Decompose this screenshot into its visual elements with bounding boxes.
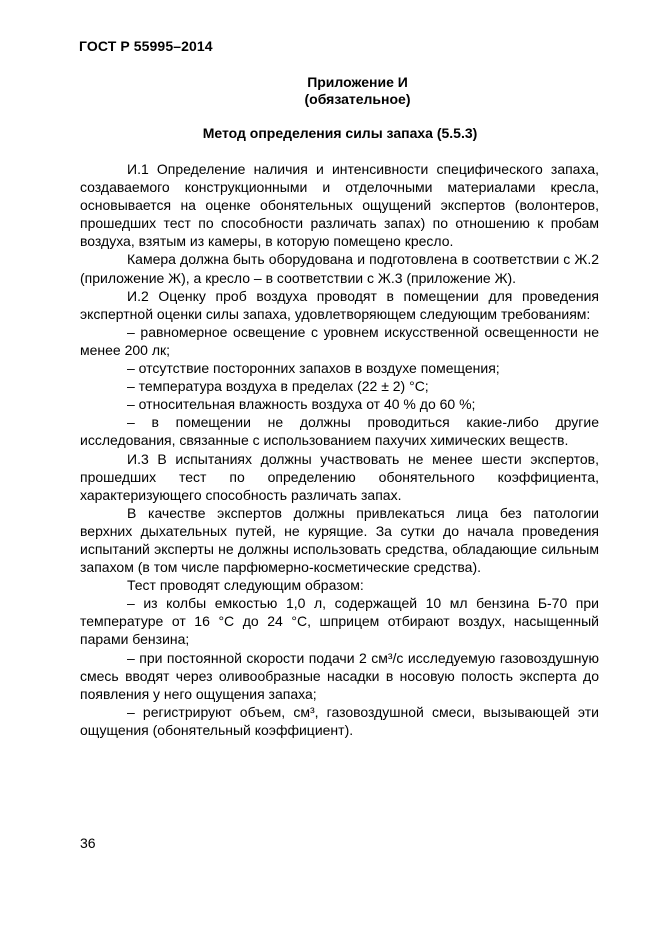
paragraph: Камера должна быть оборудована и подготовлена в соответствии с Ж.2 (приложение Ж), а кресло – в соответствии с Ж.3 (приложение Ж). <box>80 251 599 286</box>
list-item: – равномерное освещение с уровнем искусственной освещенности не менее 200 лк; <box>80 323 599 358</box>
appendix-status: (обязательное) <box>304 91 411 107</box>
paragraph: И.1 Определение наличия и интенсивности специфического запаха, создаваемого конструкционными и отделочными материалами кресла, основывается на оценке обонятельных ощущений экспертов (волонтеров, прошедших тест по способности различать запах) по отношению к пробам воздуха, взятым из камеры, в которую помещено кресло. <box>80 161 599 250</box>
list-item: – регистрируют объем, см³, газовоздушной смеси, вызывающей эти ощущения (обонятельный коэффициент). <box>80 703 599 738</box>
list-item: – при постоянной скорости подачи 2 см³/с исследуемую газовоздушную смесь вводят через оливообразные насадки в носовую полость эксперта до появления у него ощущения запаха; <box>80 649 599 702</box>
page-number: 36 <box>80 835 96 851</box>
section-title: Метод определения силы запаха (5.5.3) <box>202 125 478 141</box>
standard-header: ГОСТ Р 55995–2014 <box>79 38 213 54</box>
paragraph: И.2 Оценку проб воздуха проводят в помещении для проведения экспертной оценки силы запаха, удовлетворяющем следующим требованиям: <box>80 287 599 322</box>
list-item: – температура воздуха в пределах (22 ± 2) °С; <box>127 378 429 395</box>
list-item: – из колбы емкостью 1,0 л, содержащей 10 мл бензина Б-70 при температуре от 16 °С до 24 °С, шприцем отбирают воздух, насыщенный парами бензина; <box>80 595 599 648</box>
list-item: – относительная влажность воздуха от 40 % до 60 %; <box>127 396 476 413</box>
paragraph: Тест проводят следующим образом: <box>127 577 364 594</box>
list-item: – в помещении не должны проводиться какие-либо другие исследования, связанные с использованием пахучих химических веществ. <box>80 414 599 449</box>
paragraph: В качестве экспертов должны привлекаться лица без патологии верхних дыхательных путей, не курящие. За сутки до начала проведения испытаний эксперты не должны использовать средства, обладающие сильным запахом (в том числе парфюмерно-косметические средства). <box>80 504 599 576</box>
document-body <box>80 160 599 739</box>
list-item: – отсутствие посторонних запахов в воздухе помещения; <box>127 360 500 377</box>
paragraph: И.3 В испытаниях должны участвовать не менее шести экспертов, прошедших тест по определению обонятельного коэффициента, характеризующего способность различать запах. <box>80 450 599 503</box>
appendix-title: Приложение И <box>307 74 408 90</box>
